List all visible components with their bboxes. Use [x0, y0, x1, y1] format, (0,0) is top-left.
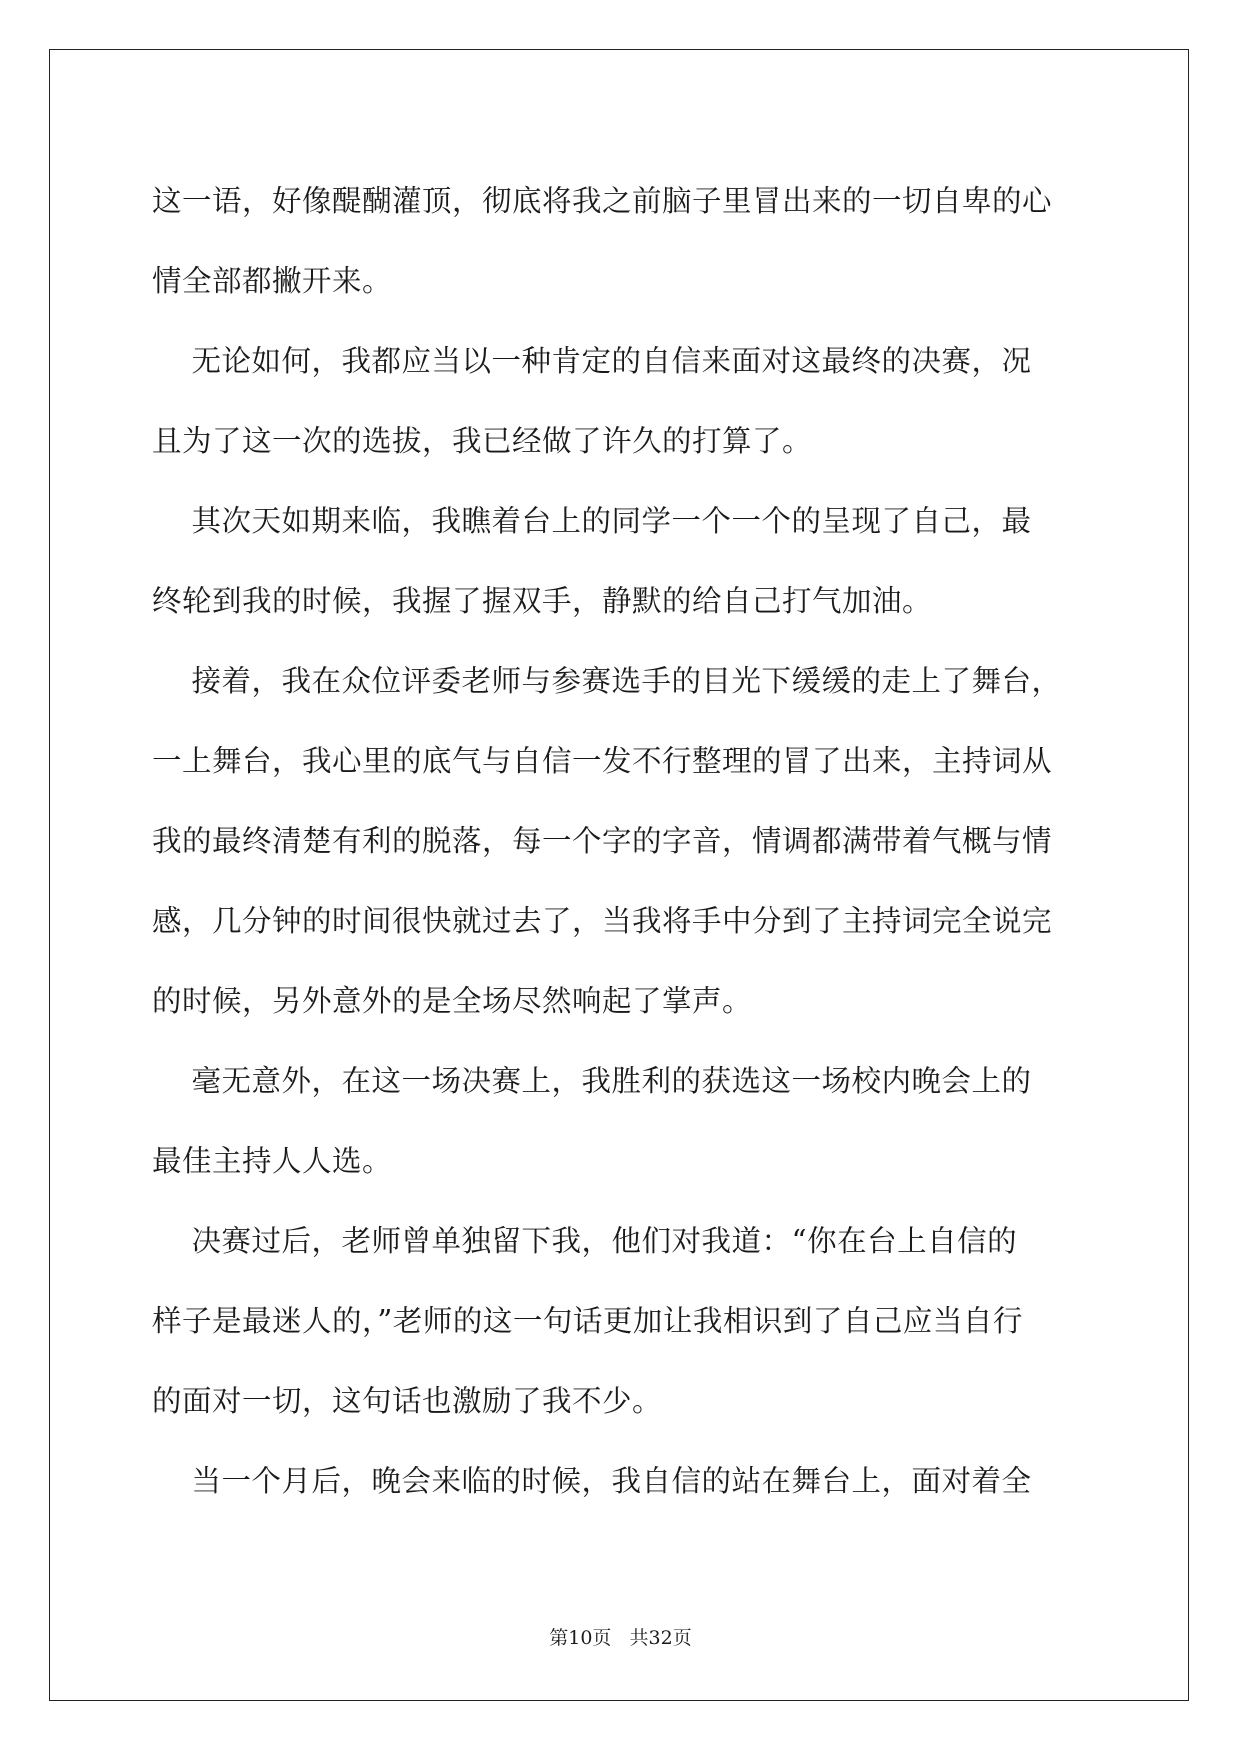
text-line: 样子是最迷人的，”老师的这一句话更加让我相识到了自己应当自行: [152, 1304, 1023, 1338]
text-line: 一上舞台，我心里的底气与自信一发不行整理的冒了出来，主持词从: [152, 744, 1053, 778]
text-line: 无论如何，我都应当以一种肯定的自信来面对这最终的决赛，况: [152, 344, 1032, 378]
text-line: 的时候，另外意外的是全场尽然响起了掌声。: [152, 984, 753, 1018]
text-line: 的面对一切，这句话也激励了我不少。: [152, 1384, 663, 1418]
text-line: 我的最终清楚有利的脱落，每一个字的字音，情调都满带着气概与情: [152, 824, 1053, 858]
text-line: 感，几分钟的时间很快就过去了，当我将手中分到了主持词完全说完: [152, 904, 1053, 938]
text-line: 毫无意外，在这一场决赛上，我胜利的获选这一场校内晚会上的: [152, 1064, 1032, 1098]
text-line: 当一个月后，晚会来临的时候，我自信的站在舞台上，面对着全: [152, 1464, 1032, 1498]
text-line: 接着，我在众位评委老师与参赛选手的目光下缓缓的走上了舞台，: [152, 664, 1062, 698]
text-line: 情全部都撇开来。: [152, 264, 393, 298]
text-line: 其次天如期来临，我瞧着台上的同学一个一个的呈现了自己，最: [152, 504, 1032, 538]
text-line: 决赛过后，老师曾单独留下我，他们对我道：“你在台上自信的: [152, 1224, 1018, 1258]
document-body: [152, 161, 1088, 1521]
text-line: 这一语，好像醍醐灌顶，彻底将我之前脑子里冒出来的一切自卑的心: [152, 184, 1053, 218]
text-line: 终轮到我的时候，我握了握双手，静默的给自己打气加油。: [152, 584, 933, 618]
page-number: 第10页 共32页: [549, 1627, 692, 1649]
text-line: 最佳主持人人选。: [152, 1144, 393, 1178]
text-line: 且为了这一次的选拔，我已经做了许久的打算了。: [152, 424, 813, 458]
